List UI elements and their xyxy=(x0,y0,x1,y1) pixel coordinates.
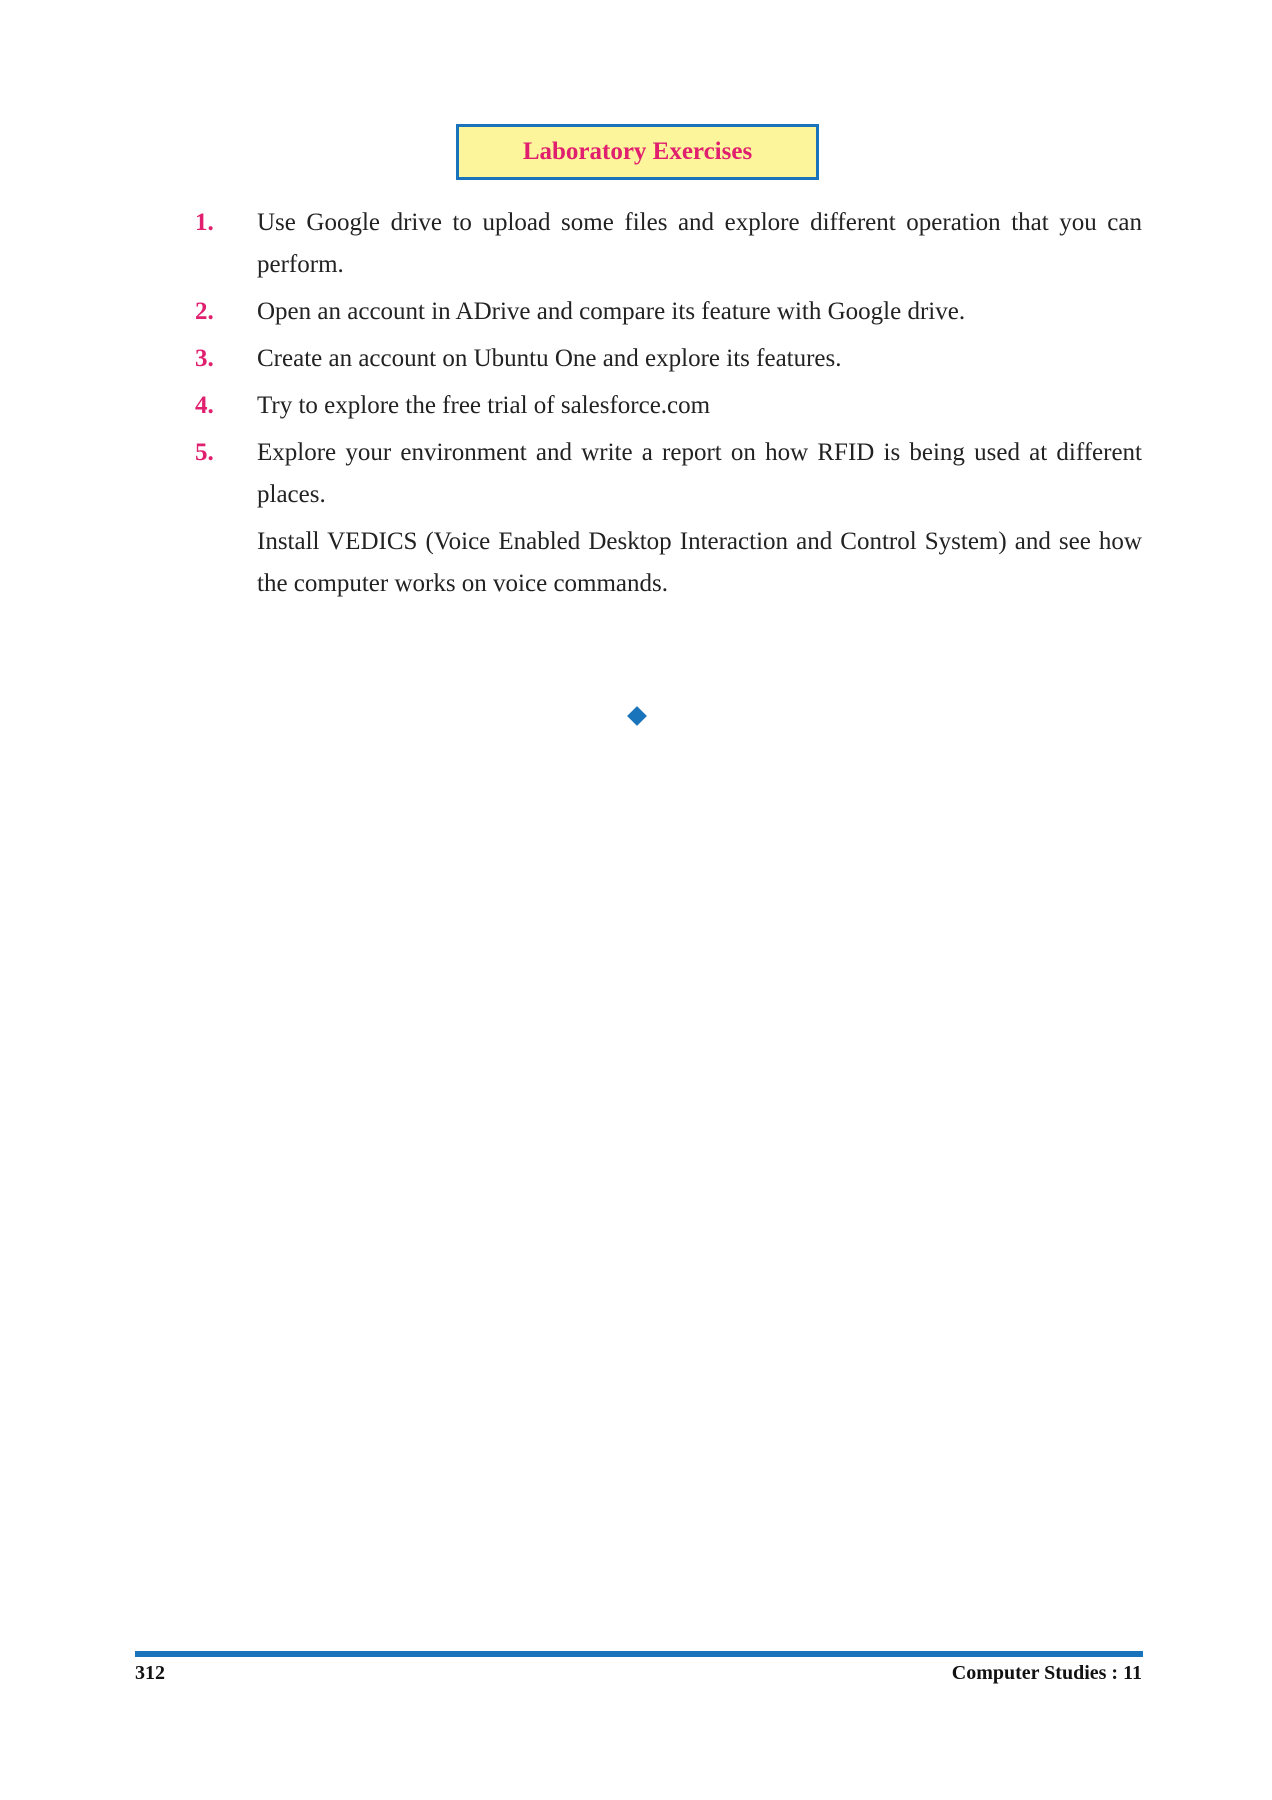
section-heading: Laboratory Exercises xyxy=(522,138,753,165)
item-number: 5. xyxy=(195,439,214,466)
item-text: Explore your environment and write a report on how RFID is being used at different places. xyxy=(257,439,1142,508)
list-item xyxy=(195,338,1142,380)
item-number: 1. xyxy=(195,209,214,236)
item-text: Use Google drive to upload some files and explore different operation that you can perform. xyxy=(257,209,1142,278)
list-item xyxy=(195,521,1142,605)
item-text: Open an account in ADrive and compare its feature with Google drive. xyxy=(257,298,966,325)
list-item xyxy=(195,432,1142,516)
book-title: Computer Studies : 11 xyxy=(951,1662,1142,1684)
item-number: 3. xyxy=(195,345,214,372)
list-item xyxy=(195,385,1142,427)
diamond-separator-icon xyxy=(627,706,647,726)
page-number: 312 xyxy=(135,1662,165,1684)
list-item xyxy=(195,202,1142,286)
item-number: 2. xyxy=(195,298,214,325)
item-text: Create an account on Ubuntu One and explore its features. xyxy=(257,345,842,372)
section-heading-box xyxy=(456,124,819,180)
list-item xyxy=(195,291,1142,333)
exercise-list xyxy=(195,202,1142,610)
item-text: Try to explore the free trial of salesforce.com xyxy=(257,392,711,419)
footer-divider xyxy=(135,1651,1143,1657)
item-number: 4. xyxy=(195,392,214,419)
item-text: Install VEDICS (Voice Enabled Desktop Interaction and Control System) and see how the computer works on voice commands. xyxy=(257,528,1142,597)
